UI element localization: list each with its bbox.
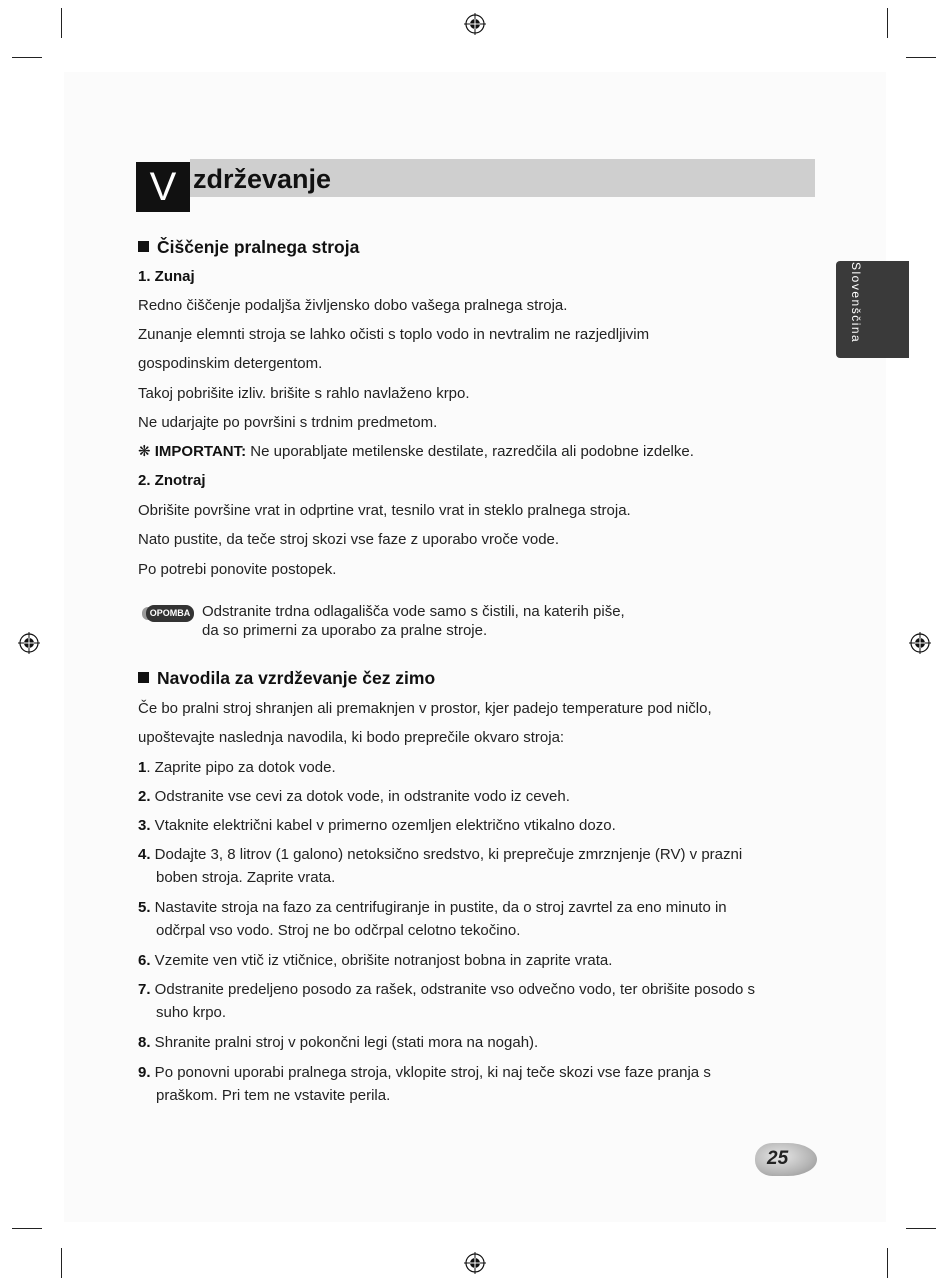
text-line: Ne udarjajte po površini s trdnim predmetom. [138,414,438,431]
title-initial: V [136,162,190,212]
registration-mark-icon [909,632,931,654]
text-line: upoštevajte naslednja navodila, ki bodo preprečile okvaro stroja: [138,729,565,746]
text-line: Redno čiščenje podaljša življensko dobo vašega pralnega stroja. [138,297,568,314]
list-number: 5. [138,899,151,916]
note-badge: OPOMBA [146,605,194,622]
list-text-continued: odčrpal vso vodo. Stroj ne bo odčrpal celotno tekočino. [156,922,521,939]
list-text: Po ponovni uporabi pralnega stroja, vklopite stroj, ki naj teče skozi vse faze pranja s [150,1064,711,1081]
list-text: Odstranite predeljeno posodo za rašek, odstranite vso odvečno vodo, ter obrišite posodo s [150,981,756,998]
list-item [138,785,798,808]
list-number: 3. [138,817,151,834]
text-line: Nato pustite, da teče stroj skozi vse faze z uporabo vroče vode. [138,531,560,548]
square-bullet-icon [138,672,149,683]
list-number: 4. [138,846,151,863]
sub-heading-inside: 2. Znotraj [138,472,206,489]
crop-mark [906,57,936,58]
crop-mark [906,1228,936,1229]
list-text: . Zaprite pipo za dotok vode. [146,759,336,776]
crop-mark [61,8,62,38]
list-number: 2. [138,788,151,805]
list-text: Nastavite stroja na fazo za centrifugiranje in pustite, da o stroj zavrtel za eno minuto in [150,899,727,916]
note-text: da so primerni za uporabo za pralne stroje. [202,622,488,639]
important-note [138,442,694,462]
list-item [138,896,798,942]
list-number: 7. [138,981,151,998]
crop-mark [12,57,42,58]
list-text: Vtaknite električni kabel v primerno ozemljen električno vtikalno dozo. [150,817,616,834]
sub-heading-outside: 1. Zunaj [138,268,195,285]
list-item [138,814,798,837]
crop-mark [12,1228,42,1229]
list-text: Shranite pralni stroj v pokončni legi (stati mora na nogah). [150,1034,539,1051]
list-text-continued: suho krpo. [156,1004,227,1021]
text-line: Obrišite površine vrat in odprtine vrat, tesnilo vrat in steklo pralnega stroja. [138,502,631,519]
list-number: 9. [138,1064,151,1081]
list-text-continued: praškom. Pri tem ne vstavite perila. [156,1087,391,1104]
registration-mark-icon [464,1252,486,1274]
text-line: Takoj pobrišite izliv. brišite s rahlo navlaženo krpo. [138,385,470,402]
language-tab [836,261,909,358]
list-number: 1 [138,759,147,776]
registration-mark-icon [464,13,486,35]
note-text: Odstranite trdna odlagališča vode samo s čistili, na katerih piše, [202,603,625,620]
language-tab-label: Slovenščina [849,262,863,344]
list-number: 6. [138,952,151,969]
page-title: zdrževanje [193,164,332,194]
important-text: Ne uporabljate metilenske destilate, razredčila ali podobne izdelke. [246,443,694,460]
crop-mark [887,8,888,38]
list-text: Vzemite ven vtič iz vtičnice, obrišite notranjost bobna in zaprite vrata. [150,952,613,969]
text-line: gospodinskim detergentom. [138,355,323,372]
list-item [138,843,798,889]
list-item [138,949,798,972]
page-number: 25 [767,1148,789,1169]
list-item [138,978,798,1024]
crop-mark [61,1248,62,1278]
section-heading-text: Navodila za vzrdževanje čez zimo [157,668,436,688]
text-line: Po potrebi ponovite postopek. [138,561,337,578]
square-bullet-icon [138,241,149,252]
list-item [138,1061,798,1107]
section-heading-winter [138,668,435,689]
list-item [138,1031,798,1054]
section-heading-text: Čiščenje pralnega stroja [157,237,360,257]
registration-mark-icon [18,632,40,654]
list-text: Odstranite vse cevi za dotok vode, in odstranite vodo iz ceveh. [150,788,570,805]
list-number: 8. [138,1034,151,1051]
list-item [138,756,798,779]
important-label: ❋ IMPORTANT: [138,443,247,460]
section-heading-cleaning [138,237,359,258]
text-line: Če bo pralni stroj shranjen ali premaknjen v prostor, kjer padejo temperature pod ničlo, [138,700,712,717]
text-line: Zunanje elemnti stroja se lahko očisti s toplo vodo in nevtralim ne razjedljivim [138,326,650,343]
crop-mark [887,1248,888,1278]
list-text: Dodajte 3, 8 litrov (1 galono) netoksično sredstvo, ki preprečuje zmrznjenje (RV) v prazni [150,846,743,863]
list-text-continued: boben stroja. Zaprite vrata. [156,869,336,886]
